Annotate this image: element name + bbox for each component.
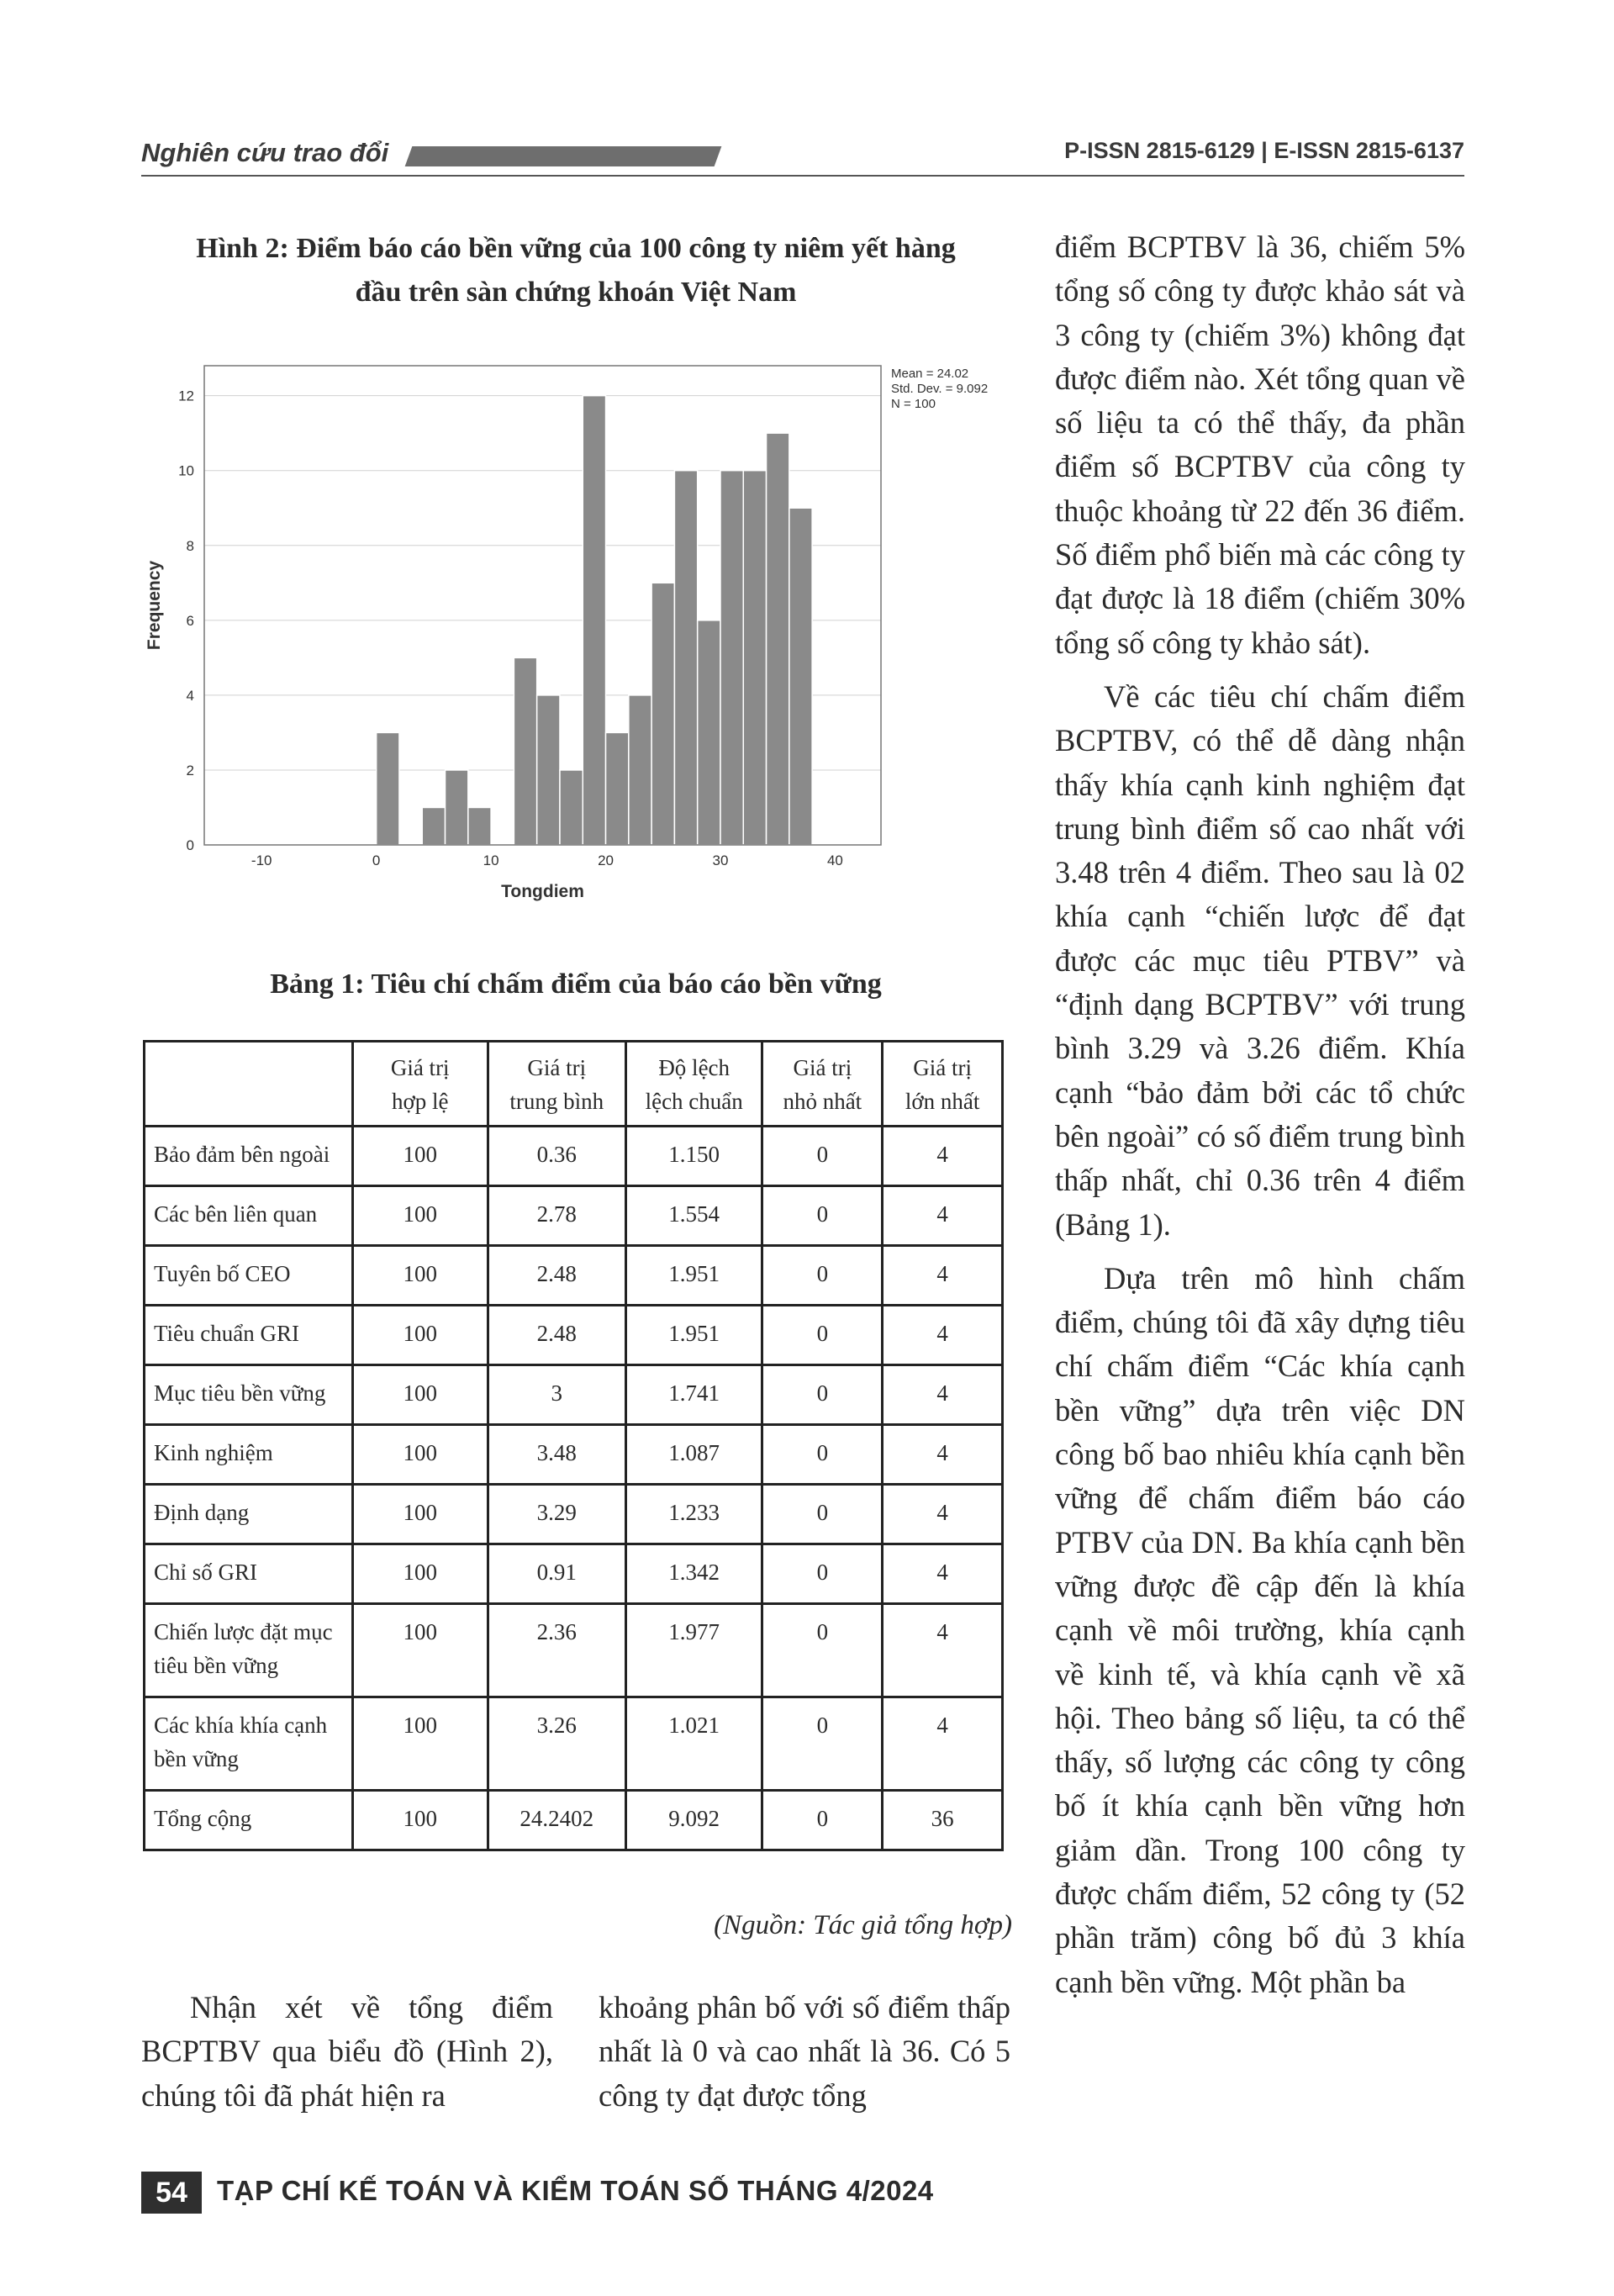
table-cell: 100	[352, 1127, 488, 1186]
table-cell: 1.233	[625, 1485, 762, 1544]
table-cell: 1.021	[625, 1697, 762, 1791]
section-label: Nghiên cứu trao đổi	[141, 138, 389, 167]
table-cell: 4	[883, 1604, 1003, 1697]
histogram-bar	[720, 471, 743, 845]
table-row	[145, 1425, 1003, 1485]
table-cell: 0	[762, 1365, 883, 1425]
paragraph: điểm BCPTBV là 36, chiếm 5% tổng số công ty được khảo sát và 3 công ty (chiếm 3%) không đạt được điểm nào. Xét tổng quan về số liệu ta có thể thấy, đa phần điểm số BCPTBV của công ty thuộc khoảng từ 22 đến 36 điểm. Số điểm phổ biến mà các công ty đạt được là 18 điểm (chiếm 30% tổng số công ty khảo sát).	[1055, 230, 1465, 660]
table-cell: 100	[352, 1697, 488, 1791]
body-column-right	[1055, 225, 1465, 2014]
y-axis-label: Frequency	[145, 560, 164, 651]
table-header-cell: Độ lệch lệch chuẩn	[625, 1042, 762, 1127]
table-row	[145, 1544, 1003, 1604]
histogram-chart	[141, 340, 1015, 933]
table-row-label: Tổng cộng	[145, 1791, 353, 1850]
table-cell: 24.2402	[488, 1791, 625, 1850]
table-cell: 4	[883, 1365, 1003, 1425]
page-number: 54	[141, 2172, 202, 2214]
y-tick-label: 6	[186, 612, 194, 629]
histogram-bar	[674, 471, 697, 845]
histogram-bar	[468, 807, 491, 845]
table-cell: 100	[352, 1544, 488, 1604]
table-header-empty	[145, 1042, 353, 1127]
table-cell: 100	[352, 1246, 488, 1306]
x-axis-label: Tongdiem	[501, 882, 584, 901]
table-row-label: Tuyên bố CEO	[145, 1246, 353, 1306]
histogram-bar	[446, 770, 468, 845]
paragraph: Dựa trên mô hình chấm điểm, chúng tôi đã xây dựng tiêu chí chấm điểm “Các khía cạnh bền vững” dựa trên việc DN công bố bao nhiêu khía cạnh bền vững để chấm điểm báo cáo PTBV của DN. Ba khía cạnh bền vững được đề cập đến là khía cạnh về môi trường, khía cạnh về kinh tế, và khía cạnh về xã hội. Theo bảng số liệu, ta có thể thấy, số lượng các công ty công bố ít khía cạnh bền vững hơn giảm dần. Trong 100 công ty được chấm điểm, 52 công ty (52 phần trăm) công bố đủ 3 khía cạnh bền vững. Một phần ba	[1055, 1260, 1465, 1999]
figure-title-line-2: đầu trên sàn chứng khoán Việt Nam	[355, 277, 797, 308]
table-cell: 4	[883, 1544, 1003, 1604]
table-row-label: Chỉ số GRI	[145, 1544, 353, 1604]
table-cell: 0.36	[488, 1127, 625, 1186]
chart-stat-label: N = 100	[891, 397, 936, 411]
body-column-left	[141, 1986, 553, 2118]
table-cell: 100	[352, 1791, 488, 1850]
histogram-bar	[767, 433, 789, 845]
histogram-bar	[537, 695, 560, 845]
table-row-label: Mục tiêu bền vững	[145, 1365, 353, 1425]
table-header-cell: Giá trị trung bình	[488, 1042, 625, 1127]
histogram-bar	[629, 695, 651, 845]
table-cell: 9.092	[625, 1791, 762, 1850]
table-cell: 4	[883, 1186, 1003, 1246]
chart-x-tick-labels	[251, 852, 843, 868]
histogram-bar	[422, 807, 445, 845]
table-row	[145, 1604, 1003, 1697]
table-header-row	[145, 1042, 1003, 1127]
histogram-bar	[651, 583, 674, 845]
table-cell: 100	[352, 1306, 488, 1365]
table-cell: 3.29	[488, 1485, 625, 1544]
table-row	[145, 1127, 1003, 1186]
table-cell: 100	[352, 1186, 488, 1246]
table-cell: 0	[762, 1604, 883, 1697]
x-tick-label: 10	[483, 852, 499, 868]
table-row	[145, 1791, 1003, 1850]
table-header-cell: Giá trị nhỏ nhất	[762, 1042, 883, 1127]
paragraph: Nhận xét về tổng điểm BCPTBV qua biểu đồ (Hình 2), chúng tôi đã phát hiện ra	[141, 1990, 553, 2113]
table-cell: 3.48	[488, 1425, 625, 1485]
table-cell: 1.554	[625, 1186, 762, 1246]
table-cell: 36	[883, 1791, 1003, 1850]
table-row-label: Các bên liên quan	[145, 1186, 353, 1246]
x-tick-label: 40	[826, 852, 843, 868]
table-cell: 1.150	[625, 1127, 762, 1186]
histogram-bar	[743, 471, 766, 845]
x-tick-label: 30	[712, 852, 729, 868]
y-tick-label: 0	[186, 837, 194, 853]
table-row-label: Chiến lược đặt mục tiêu bền vững	[145, 1604, 353, 1697]
table-cell: 1.951	[625, 1246, 762, 1306]
table-cell: 2.48	[488, 1246, 625, 1306]
table-title: Bảng 1: Tiêu chí chấm điểm của báo cáo bền vững	[270, 969, 882, 1000]
table-cell: 100	[352, 1425, 488, 1485]
header-decorative-bar	[405, 146, 722, 166]
histogram-bar	[583, 396, 605, 845]
table-source-note: (Nguồn: Tác giả tổng hợp)	[714, 1910, 1012, 1940]
table-cell: 0	[762, 1186, 883, 1246]
table-cell: 4	[883, 1697, 1003, 1791]
issn-label: P-ISSN 2815-6129 | E-ISSN 2815-6137	[1064, 138, 1464, 163]
page-header	[141, 135, 1464, 177]
x-tick-label: 0	[372, 852, 381, 868]
x-tick-label: -10	[251, 852, 272, 868]
table-cell: 100	[352, 1604, 488, 1697]
table-cell: 4	[883, 1127, 1003, 1186]
table-row-label: Bảo đảm bên ngoài	[145, 1127, 353, 1186]
table-cell: 0	[762, 1306, 883, 1365]
table-cell: 1.977	[625, 1604, 762, 1697]
histogram-bar	[698, 620, 720, 845]
y-tick-label: 12	[178, 388, 194, 404]
y-tick-label: 10	[178, 462, 194, 479]
table-cell: 4	[883, 1425, 1003, 1485]
table-cell: 1.741	[625, 1365, 762, 1425]
table-row	[145, 1186, 1003, 1246]
table-cell: 0	[762, 1246, 883, 1306]
table-cell: 1.951	[625, 1306, 762, 1365]
histogram-bar	[606, 732, 629, 845]
chart-y-tick-labels	[178, 388, 194, 853]
table-cell: 4	[883, 1485, 1003, 1544]
table-cell: 0	[762, 1791, 883, 1850]
table-cell: 0.91	[488, 1544, 625, 1604]
table-cell: 100	[352, 1365, 488, 1425]
criteria-table	[143, 1040, 1004, 1851]
chart-stat-label: Std. Dev. = 9.092	[891, 382, 989, 396]
table-cell: 0	[762, 1485, 883, 1544]
table-row	[145, 1365, 1003, 1425]
header-rule	[141, 175, 1464, 177]
table-cell: 100	[352, 1485, 488, 1544]
table-row	[145, 1697, 1003, 1791]
table-cell: 3	[488, 1365, 625, 1425]
y-tick-label: 4	[186, 687, 194, 704]
table-row	[145, 1306, 1003, 1365]
histogram-bar	[789, 508, 812, 845]
table-cell: 0	[762, 1697, 883, 1791]
table-cell: 0	[762, 1127, 883, 1186]
table-cell: 4	[883, 1246, 1003, 1306]
table-cell: 2.36	[488, 1604, 625, 1697]
table-cell: 3.26	[488, 1697, 625, 1791]
body-column-middle	[599, 1986, 1010, 2118]
histogram-bar	[377, 732, 399, 845]
chart-stats-legend	[891, 367, 988, 411]
journal-name: TẠP CHÍ KẾ TOÁN VÀ KIỂM TOÁN SỐ THÁNG 4/2024	[217, 2175, 934, 2206]
table-cell: 2.48	[488, 1306, 625, 1365]
paragraph: khoảng phân bố với số điểm thấp nhất là 0 và cao nhất là 36. Có 5 công ty đạt được tổng	[599, 1990, 1010, 2113]
table-row	[145, 1246, 1003, 1306]
table-row-label: Kinh nghiệm	[145, 1425, 353, 1485]
paragraph: Về các tiêu chí chấm điểm BCPTBV, có thể dễ dàng nhận thấy khía cạnh kinh nghiệm đạt trung bình điểm số cao nhất với 3.48 trên 4 điểm. Theo sau là 02 khía cạnh “chiến lược để đạt được các mục tiêu PTBV” và “định dạng BCPTBV” với trung bình 3.29 và 3.26 điểm. Khía cạnh “bảo đảm bởi các tổ chức bên ngoài” có số điểm trung bình thấp nhất, chỉ 0.36 trên 4 điểm (Bảng 1).	[1055, 678, 1465, 1242]
table-row	[145, 1485, 1003, 1544]
chart-stat-label: Mean = 24.02	[891, 367, 969, 381]
histogram-bar	[514, 657, 536, 845]
table-cell: 0	[762, 1544, 883, 1604]
figure-title	[141, 227, 1010, 314]
histogram-bar	[560, 770, 583, 845]
table-cell: 1.342	[625, 1544, 762, 1604]
y-tick-label: 8	[186, 537, 194, 554]
table-header-cell: Giá trị hợp lệ	[352, 1042, 488, 1127]
y-tick-label: 2	[186, 762, 194, 779]
table-cell: 2.78	[488, 1186, 625, 1246]
table-row-label: Các khía khía cạnh bền vững	[145, 1697, 353, 1791]
table-cell: 0	[762, 1425, 883, 1485]
x-tick-label: 20	[598, 852, 614, 868]
table-cell: 1.087	[625, 1425, 762, 1485]
table-row-label: Tiêu chuẩn GRI	[145, 1306, 353, 1365]
table-body	[145, 1127, 1003, 1850]
table-row-label: Định dạng	[145, 1485, 353, 1544]
table-cell: 4	[883, 1306, 1003, 1365]
figure-title-line-1: Hình 2: Điểm báo cáo bền vững của 100 công ty niêm yết hàng	[196, 233, 956, 264]
table-header-cell: Giá trị lớn nhất	[883, 1042, 1003, 1127]
